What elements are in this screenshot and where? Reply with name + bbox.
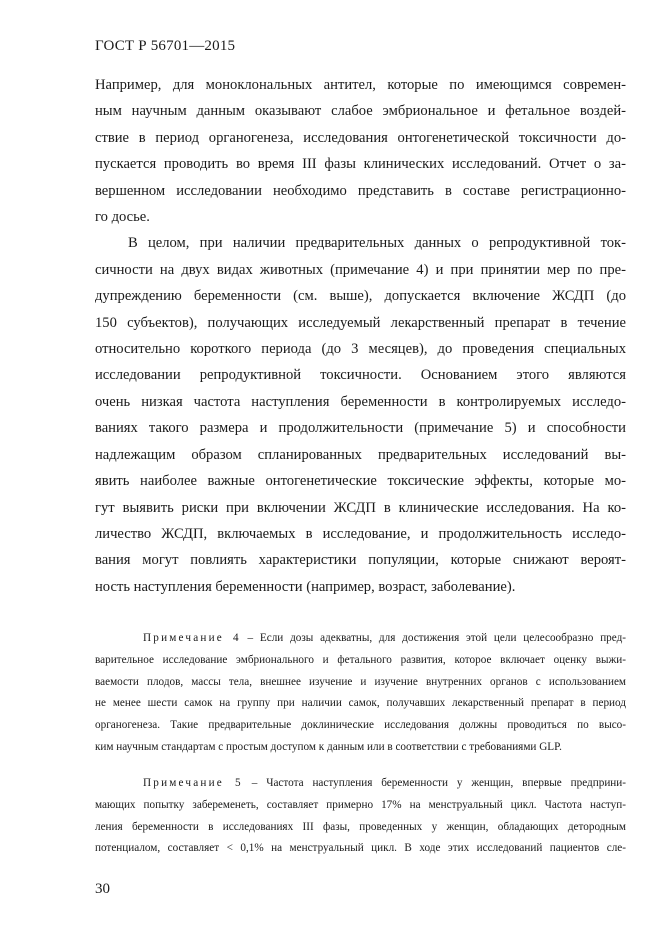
text-line: явить наиболее важные онтогенетические токсические эффекты, которые мо- <box>95 473 626 490</box>
note-line: ваемости плодов, массы тела, внешнее изучение и изучение внутренних органов с использованием <box>95 675 626 688</box>
note-4 <box>95 628 626 759</box>
note-line: мающих попытку забеременеть, составляет примерно 17% на менструальный цикл. Частота наступ- <box>95 798 626 811</box>
text-line: ваниях такого размера и продолжительности (примечание 5) и способности <box>95 420 626 437</box>
text-line: вершенном исследовании необходимо представить в составе регистрационно- <box>95 182 626 199</box>
standard-header: ГОСТ Р 56701—2015 <box>95 38 236 54</box>
text-line: вания могут повлиять характеристики популяции, которые снижают вероят- <box>95 552 626 569</box>
note-line: органогенеза. Такие предварительные доклинические исследования должны проводиться по высо- <box>95 719 626 732</box>
paragraph-reproductive-toxicity <box>95 230 626 600</box>
text-line: исследовании репродуктивной токсичности. Основанием этого являются <box>95 367 626 384</box>
note-text: – Частота наступления беременности у женщин, впервые предприни- <box>242 777 626 789</box>
text-line: очень низкая частота наступления беременности в контролируемых исследо- <box>95 393 626 410</box>
text-line: ность наступления беременности (например, возраст, заболевание). <box>95 578 516 595</box>
text-line: 150 субъектов), получающих исследуемый лекарственный препарат в течение <box>95 314 626 331</box>
note-5 <box>95 773 626 860</box>
note-first-line <box>95 628 626 650</box>
note-line: потенциалом, составляет < 0,1% на менструальный цикл. В ходе этих исследований пациентов сле- <box>95 842 626 855</box>
note-line: не менее шести самок на группу при наличии самок, получавших лекарственный препарат в период <box>95 697 626 710</box>
note-line: варительное исследование эмбрионального и фетального развития, которое включает оценку выжи- <box>95 653 626 666</box>
text-line: сичности на двух видах животных (примечание 4) и при принятии мер по пре- <box>95 261 626 278</box>
text-line: относительно короткого периода (до 3 месяцев), до проведения специальных <box>95 341 626 358</box>
text-line: Например, для моноклональных антител, которые по имеющимся современ- <box>95 77 626 93</box>
note-line: ления беременности в исследованиях III фазы, проведенных у женщин, обладающих детородным <box>95 820 626 833</box>
text-line: надлежащим образом спланированных предварительных исследований вы- <box>95 446 626 463</box>
text-line: гут выявить риски при включении ЖСДП в клинические исследования. На ко- <box>95 499 626 516</box>
note-text: – Если дозы адекватны, для достижения этой цели целесообразно пред- <box>240 632 626 644</box>
note-first-line <box>95 773 626 795</box>
text-line: ствие в период органогенеза, исследования онтогенетической токсичности до- <box>95 129 626 146</box>
text-line: личество ЖСДП, включаемых в исследование, и продолжительность исследо- <box>95 525 626 542</box>
text-line: ным научным данным оказывают слабое эмбриональное и фетальное воздей- <box>95 103 626 120</box>
text-line: В целом, при наличии предварительных данных о репродуктивной ток- <box>128 235 626 252</box>
text-line: го досье. <box>95 209 150 226</box>
page-number: 30 <box>95 881 110 897</box>
paragraph-monoclonal-antibodies <box>95 72 626 230</box>
main-text <box>95 72 626 600</box>
note-label: Примечание 5 <box>143 777 243 789</box>
text-line: пускается проводить во время III фазы клинических исследований. Отчет о за- <box>95 156 626 173</box>
note-label: Примечание 4 <box>143 632 241 644</box>
text-line: дупреждению беременности (см. выше), допускается включение ЖСДП (до <box>95 288 626 305</box>
note-line: ким научным стандартам с простым доступом к данным или в соответствии с требованиями GLP. <box>95 740 562 753</box>
